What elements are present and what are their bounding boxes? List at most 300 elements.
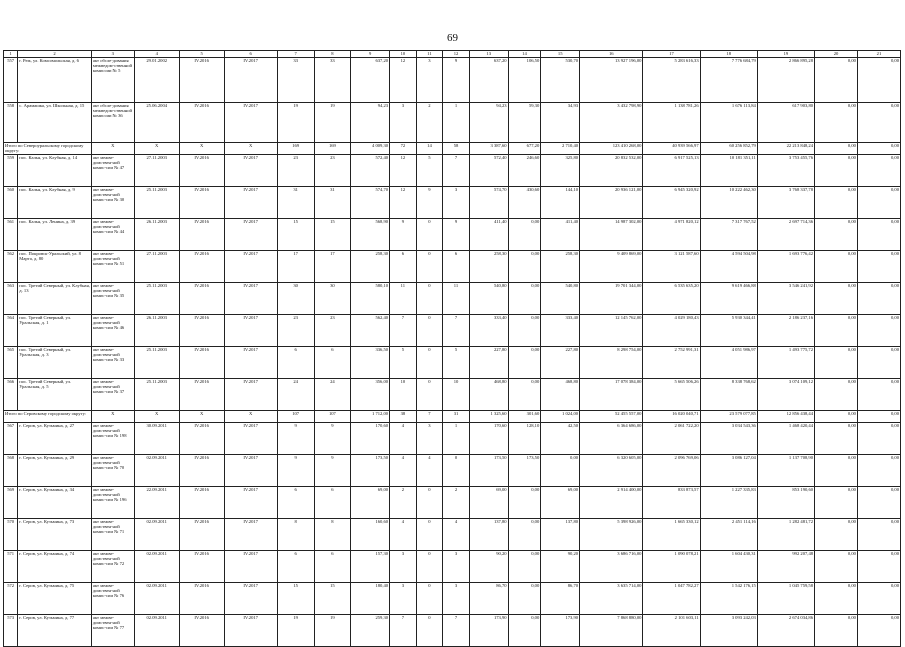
table-cell: 9 <box>277 423 314 455</box>
table-cell: 0,00 <box>857 58 900 103</box>
column-number: 4 <box>134 51 179 58</box>
table-cell: 8 338 768,62 <box>700 379 757 411</box>
table-cell: 227,80 <box>541 347 580 379</box>
table-cell: 20 936 121,00 <box>580 187 643 219</box>
table-cell: 0,00 <box>815 187 858 219</box>
table-cell: 572 <box>4 583 18 615</box>
column-number: 20 <box>815 51 858 58</box>
table-cell: 637,20 <box>351 58 390 103</box>
table-cell: 565 <box>4 347 18 379</box>
table-cell: 571 <box>4 551 18 583</box>
table-row <box>4 283 901 315</box>
table-cell: IV.2016 <box>179 487 224 519</box>
table-cell: пос. Калья, ул. Клубная, д. 14 <box>18 155 92 187</box>
column-number: 10 <box>390 51 417 58</box>
table-cell: 8 298 754,00 <box>580 347 643 379</box>
table-cell: 22.09.2011 <box>134 487 179 519</box>
total-cell: 7 <box>416 411 443 423</box>
table-cell: IV.2017 <box>224 58 277 103</box>
table-cell: 24 <box>314 379 351 411</box>
table-row <box>4 519 901 551</box>
total-cell: 0,00 <box>857 143 900 155</box>
table-cell: 0,00 <box>508 379 541 411</box>
table-cell: IV.2017 <box>224 187 277 219</box>
table-cell: акт межве-домствен-ной комис-сии № 33 <box>91 347 134 379</box>
table-cell: 468,80 <box>469 379 508 411</box>
table-cell: 0,00 <box>857 615 900 647</box>
table-cell: 0,00 <box>815 251 858 283</box>
total-cell: 58 <box>443 143 470 155</box>
table-cell: 4 971 820,12 <box>643 219 700 251</box>
table-cell: 1 282 481,72 <box>757 519 814 551</box>
table-cell: 9 <box>314 423 351 455</box>
total-cell: X <box>134 411 179 423</box>
column-number: 7 <box>277 51 314 58</box>
table-cell: 6 <box>314 551 351 583</box>
total-cell: 2 710,40 <box>541 143 580 155</box>
table-cell: 3 <box>443 187 470 219</box>
table-cell: акт межве-домствен-ной комис-сии № 30 <box>91 187 134 219</box>
table-cell: 3 <box>443 583 470 615</box>
table-cell: 2 866 895,28 <box>757 58 814 103</box>
table-cell: 12 <box>390 155 417 187</box>
table-cell: 2 186 237,16 <box>757 315 814 347</box>
table-cell: 19 <box>277 103 314 143</box>
table-cell: 26.11.2003 <box>134 315 179 347</box>
table-cell: пос. Калья, ул. Клубная, д. 9 <box>18 187 92 219</box>
table-cell: 106,50 <box>508 58 541 103</box>
total-cell: 1 024,00 <box>541 411 580 423</box>
table-cell: 0,00 <box>815 103 858 143</box>
table-cell: 7 868 880,00 <box>580 615 643 647</box>
table-cell: 3 768 337,78 <box>757 187 814 219</box>
table-cell: 69,00 <box>541 487 580 519</box>
table-cell: 15 <box>314 583 351 615</box>
table-cell: 574,70 <box>469 187 508 219</box>
table-cell: 559 <box>4 155 18 187</box>
column-number: 6 <box>224 51 277 58</box>
column-number: 19 <box>757 51 814 58</box>
table-cell: 2 451 114,16 <box>700 519 757 551</box>
table-cell: 0,00 <box>815 551 858 583</box>
table-cell: 572,40 <box>351 155 390 187</box>
table-cell: 566 <box>4 379 18 411</box>
table-cell: 258,30 <box>469 251 508 283</box>
table-cell: 0,00 <box>508 551 541 583</box>
table-cell: акт межве-домствен-ной комис-сии № 46 <box>91 315 134 347</box>
table-cell: 2 914 400,00 <box>580 487 643 519</box>
total-cell: 0,00 <box>815 411 858 423</box>
table-cell: 160,60 <box>351 519 390 551</box>
table-cell: 86,70 <box>541 583 580 615</box>
table-cell: 0,00 <box>815 519 858 551</box>
table-cell: акт межве-домствен-ной комис-сии № 35 <box>91 283 134 315</box>
table-cell: акт межве-домствен-ной комис-сии № 70 <box>91 455 134 487</box>
table-cell: IV.2016 <box>179 347 224 379</box>
table-cell: 0 <box>416 551 443 583</box>
total-cell: 52 455 557,00 <box>580 411 643 423</box>
table-cell: 3 <box>390 583 417 615</box>
table-row <box>4 219 901 251</box>
table-cell: 0 <box>416 219 443 251</box>
table-cell: 24 <box>277 379 314 411</box>
table-cell: 2 101 603,11 <box>643 615 700 647</box>
table-row <box>4 155 901 187</box>
column-number: 15 <box>541 51 580 58</box>
table-cell: IV.2016 <box>179 155 224 187</box>
table-cell: 0,00 <box>541 455 580 487</box>
column-number: 16 <box>580 51 643 58</box>
table-cell: г. Серов, ул. Кузьмина, д. 74 <box>18 551 92 583</box>
table-cell: 7 <box>443 155 470 187</box>
table-cell: IV.2017 <box>224 347 277 379</box>
table-cell: 157,30 <box>351 551 390 583</box>
table-cell: 0 <box>416 283 443 315</box>
table-cell: 356,00 <box>351 379 390 411</box>
table-cell: 540,80 <box>469 283 508 315</box>
table-cell: 173,50 <box>351 455 390 487</box>
table-cell: 0,00 <box>857 551 900 583</box>
table-cell: IV.2017 <box>224 455 277 487</box>
table-cell: 5 665 506,26 <box>643 379 700 411</box>
table-cell: IV.2017 <box>224 251 277 283</box>
table-cell: 0,00 <box>815 315 858 347</box>
table-cell: 562 <box>4 251 18 283</box>
table-cell: 6 <box>277 487 314 519</box>
table-cell: 25.11.2003 <box>134 187 179 219</box>
table-cell: 0,00 <box>508 615 541 647</box>
table-cell: 25.11.2003 <box>134 347 179 379</box>
table-cell: 90,20 <box>469 551 508 583</box>
table-cell: 33 <box>314 58 351 103</box>
table-cell: 30.09.2011 <box>134 423 179 455</box>
table-cell: 23 <box>314 155 351 187</box>
table-cell: 31 <box>314 187 351 219</box>
table-cell: 560 <box>4 187 18 219</box>
table-cell: 4 <box>390 455 417 487</box>
table-cell: 557 <box>4 58 18 103</box>
table-row <box>4 379 901 411</box>
table-cell: 3 753 455,76 <box>757 155 814 187</box>
table-cell: 3 686 716,00 <box>580 551 643 583</box>
table-cell: 137,80 <box>469 519 508 551</box>
table-row <box>4 58 901 103</box>
table-cell: 9 <box>314 455 351 487</box>
table-cell: 173,90 <box>541 615 580 647</box>
table-cell: 27.11.2003 <box>134 155 179 187</box>
table-cell: 468,80 <box>541 379 580 411</box>
total-cell: X <box>91 411 134 423</box>
table-cell: 833 873,57 <box>643 487 700 519</box>
table-cell: 0 <box>416 315 443 347</box>
total-cell: 169 <box>314 143 351 155</box>
table-cell: 12 <box>390 58 417 103</box>
table-cell: IV.2017 <box>224 615 277 647</box>
table-cell: IV.2016 <box>179 251 224 283</box>
table-cell: 02.09.2011 <box>134 583 179 615</box>
table-cell: 0,00 <box>857 103 900 143</box>
table-cell: 128,10 <box>508 423 541 455</box>
table-cell: 0,00 <box>857 219 900 251</box>
total-cell: 1 325,60 <box>469 411 508 423</box>
table-cell: 0 <box>416 251 443 283</box>
table-cell: 1 604 430,31 <box>700 551 757 583</box>
table-cell: 180,40 <box>351 583 390 615</box>
table-cell: г. Серов, ул. Кузьмина, д. 77 <box>18 615 92 647</box>
table-cell: 9 409 869,00 <box>580 251 643 283</box>
table-cell: 6 945 320,92 <box>643 187 700 219</box>
table-cell: акт межве-домствен-ной комис-сии № 77 <box>91 615 134 647</box>
table-row <box>4 187 901 219</box>
table-cell: 27.11.2003 <box>134 251 179 283</box>
table-cell: 0,00 <box>857 423 900 455</box>
column-number: 8 <box>314 51 351 58</box>
table-cell: 19 <box>314 615 351 647</box>
table-cell: 572,40 <box>469 155 508 187</box>
table-cell: 19 701 344,00 <box>580 283 643 315</box>
total-cell: 123 410 268,00 <box>580 143 643 155</box>
total-cell: 107 <box>314 411 351 423</box>
total-cell: 3 387,60 <box>469 143 508 155</box>
table-cell: 1 137 708,90 <box>757 455 814 487</box>
table-cell: IV.2016 <box>179 423 224 455</box>
column-number: 12 <box>443 51 470 58</box>
table-cell: 574,70 <box>351 187 390 219</box>
table-cell: 7 <box>390 315 417 347</box>
table-cell: 2 752 991,31 <box>643 347 700 379</box>
table-cell: 59,30 <box>508 103 541 143</box>
table-cell: 4 <box>390 423 417 455</box>
table-cell: IV.2016 <box>179 315 224 347</box>
total-cell: X <box>91 143 134 155</box>
table-cell: 1 227 335,83 <box>700 487 757 519</box>
table-cell: г. Реж, ул. Комсомольская, д. 6 <box>18 58 92 103</box>
table-cell: 02.09.2011 <box>134 455 179 487</box>
table-cell: IV.2016 <box>179 583 224 615</box>
table-cell: 9 <box>416 187 443 219</box>
table-cell: 258,30 <box>541 251 580 283</box>
table-cell: IV.2017 <box>224 155 277 187</box>
table-row <box>4 251 901 283</box>
table-cell: 6 <box>277 347 314 379</box>
table-cell: 1 090 078,21 <box>643 551 700 583</box>
table-cell: 19 <box>314 103 351 143</box>
column-number: 11 <box>416 51 443 58</box>
table-cell: 90,20 <box>541 551 580 583</box>
table-cell: 5 <box>416 155 443 187</box>
table-cell: 333,40 <box>469 315 508 347</box>
table-cell: 1 665 330,12 <box>643 519 700 551</box>
table-cell: 8 <box>277 519 314 551</box>
table-cell: 0 <box>416 487 443 519</box>
table-cell: 10 <box>443 379 470 411</box>
table-cell: 2 096 769,06 <box>643 455 700 487</box>
table-cell: г. Серов, ул. Кузьмина, д. 73 <box>18 519 92 551</box>
housing-register-table <box>3 50 901 647</box>
table-cell: 15 <box>277 219 314 251</box>
table-cell: IV.2016 <box>179 219 224 251</box>
table-cell: 0,00 <box>508 347 541 379</box>
table-cell: 19 <box>277 615 314 647</box>
table-cell: 14 987 302,00 <box>580 219 643 251</box>
total-cell: X <box>224 411 277 423</box>
table-cell: 6 <box>390 251 417 283</box>
table-cell: 0,00 <box>815 347 858 379</box>
table-cell: 3 <box>390 103 417 143</box>
table-cell: 2 061 722,20 <box>643 423 700 455</box>
table-cell: 1 047 782,27 <box>643 583 700 615</box>
table-cell: 26.11.2003 <box>134 219 179 251</box>
table-cell: 42,50 <box>541 423 580 455</box>
table-cell: 0,00 <box>857 379 900 411</box>
total-cell: 60 256 852,79 <box>700 143 757 155</box>
table-cell: 617 903,80 <box>757 103 814 143</box>
table-cell: акт межве-домствен-ной комис-сии № 76 <box>91 583 134 615</box>
total-label: Итого по Серовскому городскому округу: <box>4 411 92 423</box>
table-cell: 02.09.2011 <box>134 519 179 551</box>
total-cell: 31 <box>443 411 470 423</box>
table-cell: 13 927 196,00 <box>580 58 643 103</box>
total-cell: X <box>134 143 179 155</box>
table-cell: 9 <box>443 219 470 251</box>
table-cell: 333,40 <box>541 315 580 347</box>
table-cell: 4 <box>443 519 470 551</box>
table-cell: 561 <box>4 219 18 251</box>
column-number: 18 <box>700 51 757 58</box>
table-cell: 4 029 180,43 <box>643 315 700 347</box>
table-cell: 6 535 635,20 <box>643 283 700 315</box>
table-cell: 0,00 <box>857 251 900 283</box>
column-number: 5 <box>179 51 224 58</box>
total-row <box>4 143 901 155</box>
table-cell: 1 <box>443 103 470 143</box>
table-cell: 0,00 <box>857 187 900 219</box>
table-cell: 10 222 462,30 <box>700 187 757 219</box>
table-cell: 23 <box>277 315 314 347</box>
table-cell: 30 <box>314 283 351 315</box>
table-cell: 0,00 <box>815 58 858 103</box>
table-cell: 3 <box>443 551 470 583</box>
table-cell: 1 493 775,72 <box>757 347 814 379</box>
table-cell: 4 <box>390 519 417 551</box>
table-cell: 6 <box>314 487 351 519</box>
column-number: 2 <box>18 51 92 58</box>
table-cell: 11 <box>443 283 470 315</box>
table-cell: IV.2016 <box>179 283 224 315</box>
table-cell: 1 468 420,44 <box>757 423 814 455</box>
total-cell: 23 579 077,85 <box>700 411 757 423</box>
table-cell: 0,00 <box>815 423 858 455</box>
table-cell: 20 832 532,00 <box>580 155 643 187</box>
table-cell: 562,40 <box>351 315 390 347</box>
table-cell: 69,00 <box>351 487 390 519</box>
table-cell: акт межве-домствен-ной комис-сии № 47 <box>91 155 134 187</box>
table-cell: 3 086 127,04 <box>700 455 757 487</box>
table-cell: 430,60 <box>508 187 541 219</box>
table-cell: 3 121 587,60 <box>643 251 700 283</box>
table-cell: 558 <box>4 103 18 143</box>
table-cell: 0,00 <box>508 283 541 315</box>
table-cell: 02.09.2011 <box>134 615 179 647</box>
table-cell: 411,40 <box>541 219 580 251</box>
column-number: 17 <box>643 51 700 58</box>
table-cell: 0 <box>443 455 470 487</box>
table-cell: 0 <box>416 347 443 379</box>
table-cell: 570 <box>4 519 18 551</box>
total-cell: 72 <box>390 143 417 155</box>
total-cell: X <box>179 411 224 423</box>
total-cell: 4 009,30 <box>351 143 390 155</box>
table-cell: 12 145 762,00 <box>580 315 643 347</box>
table-cell: 992 207,48 <box>757 551 814 583</box>
table-cell: 0 <box>416 519 443 551</box>
total-cell: 16 020 040,71 <box>643 411 700 423</box>
table-cell: 02.09.2011 <box>134 551 179 583</box>
total-cell: 0,00 <box>857 411 900 423</box>
table-cell: 173,50 <box>508 455 541 487</box>
table-cell: 2 <box>443 487 470 519</box>
table-cell: 564 <box>4 315 18 347</box>
table-cell: 173,90 <box>469 615 508 647</box>
table-cell: 246,60 <box>508 155 541 187</box>
table-cell: акт межве-домствен-ной комис-сии № 72 <box>91 551 134 583</box>
table-cell: акт межве-домствен-ной комис-сии № 51 <box>91 251 134 283</box>
table-cell: 94,23 <box>469 103 508 143</box>
table-cell: 637,20 <box>469 58 508 103</box>
table-cell: 580,10 <box>351 283 390 315</box>
table-cell: пос. Калья, ул. Ленина, д. 39 <box>18 219 92 251</box>
table-cell: 6 <box>314 347 351 379</box>
table-cell: пос. Третий Северный, ул. Клубная, д. 13 <box>18 283 92 315</box>
table-cell: IV.2017 <box>224 283 277 315</box>
table-cell: 6 320 605,00 <box>580 455 643 487</box>
table-cell: 1 693 776,42 <box>757 251 814 283</box>
total-cell: 677,20 <box>508 143 541 155</box>
table-cell: 573 <box>4 615 18 647</box>
table-cell: 2 <box>390 487 417 519</box>
total-row <box>4 411 901 423</box>
table-cell: 15 <box>277 583 314 615</box>
table-cell: 34,93 <box>541 103 580 143</box>
table-cell: 94,23 <box>351 103 390 143</box>
table-cell: акт обсле-дования межведом-ственной комиссии № 5 <box>91 58 134 103</box>
table-cell: 0,00 <box>508 487 541 519</box>
table-cell: IV.2017 <box>224 315 277 347</box>
table-cell: IV.2017 <box>224 551 277 583</box>
table-cell: 11 <box>390 283 417 315</box>
table-row <box>4 583 901 615</box>
table-cell: 4 051 986,97 <box>700 347 757 379</box>
table-cell: 0,00 <box>815 379 858 411</box>
table-cell: 336,50 <box>351 347 390 379</box>
table-cell: IV.2017 <box>224 487 277 519</box>
table-cell: 7 <box>390 615 417 647</box>
table-cell: 530,70 <box>541 58 580 103</box>
table-cell: 3 432 798,90 <box>580 103 643 143</box>
table-cell: 23 <box>277 155 314 187</box>
table-cell: IV.2016 <box>179 103 224 143</box>
table-cell: 258,30 <box>351 251 390 283</box>
column-number: 1 <box>4 51 18 58</box>
table-cell: 3 546 241,92 <box>757 283 814 315</box>
table-cell: 0,00 <box>508 251 541 283</box>
table-row <box>4 315 901 347</box>
table-cell: 144,10 <box>541 187 580 219</box>
table-cell: 9 <box>277 455 314 487</box>
table-cell: 10 <box>390 379 417 411</box>
table-cell: 10 181 351,11 <box>700 155 757 187</box>
table-cell: 6 <box>277 551 314 583</box>
